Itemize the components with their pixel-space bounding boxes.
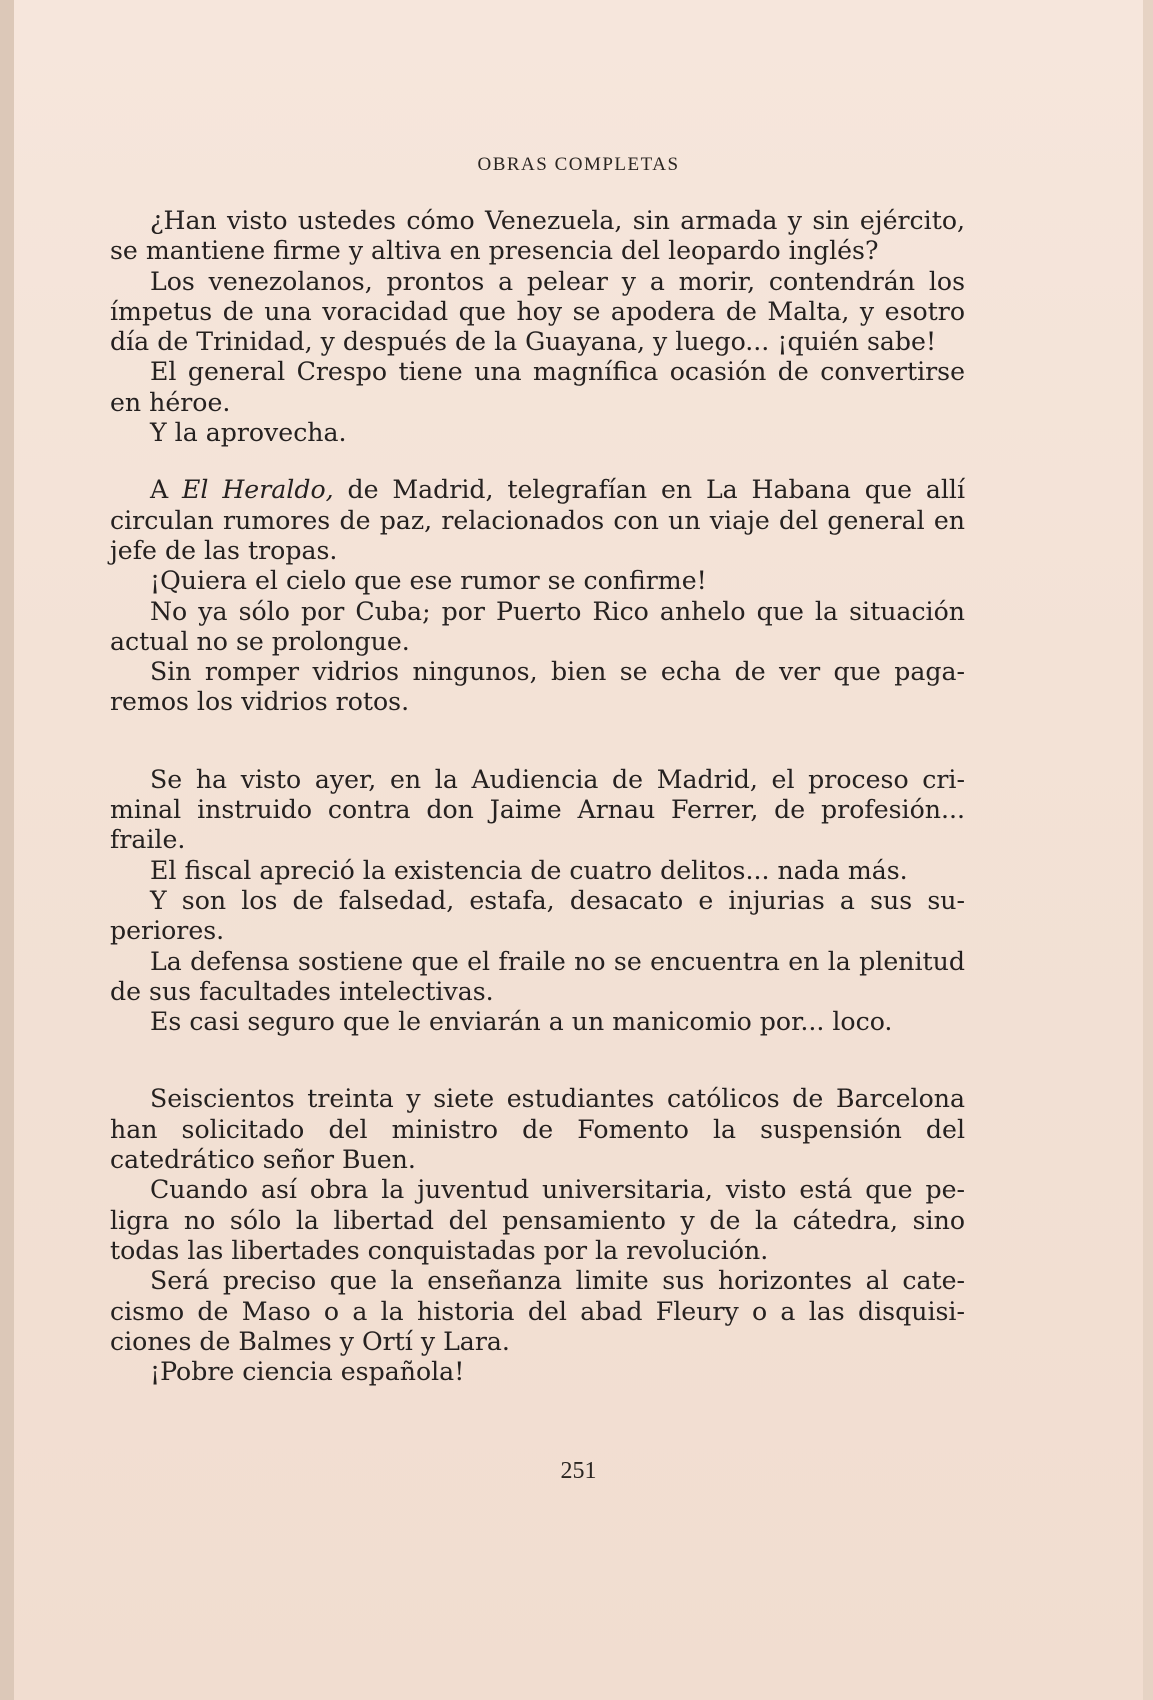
page-number: 251 [560, 1458, 597, 1484]
paragraph: Sin romper vidrios ningunos, bien se echa de ver que pagaremos los vidrios rotos. [110, 657, 965, 717]
paragraph: ¡Pobre ciencia española! [150, 1357, 465, 1387]
paragraph: Y son los de falsedad, estafa, desacato e injurias a sus superiores. [110, 885, 965, 946]
paragraph: Cuando así obra la juventud universitaria, visto está que peligra no sólo la libertad del pensamiento y de la cátedra, sino todas las libertades conquistadas por la revolución. [110, 1175, 965, 1265]
paragraph-text: de Madrid, telegrafían en La Habana que allí circulan rumores de paz, relacionados con un viaje del general en jefe de las tropas. [110, 475, 966, 565]
paragraph-text: A [150, 475, 183, 505]
paragraph: La defensa sostiene que el fraile no se encuentra en la plenitud de sus facultades intelectivas. [110, 946, 965, 1006]
body-text [110, 206, 965, 1387]
running-head: OBRAS COMPLETAS [477, 154, 680, 175]
paragraph [110, 475, 965, 566]
paragraph: ¿Han visto ustedes cómo Venezuela, sin armada y sin ejército, se mantiene firme y altiva en presencia del leopardo inglés? [110, 206, 965, 266]
section-break [110, 448, 965, 475]
section-break [110, 1037, 965, 1084]
paragraph: Será preciso que la enseñanza limite sus horizontes al catecismo de Maso o a la historia del abad Fleury o a las disquisiciones de Balmes y Ortí y Lara. [110, 1266, 965, 1356]
newspaper-title: El Heraldo, [182, 475, 334, 505]
paragraph: Es casi seguro que le enviarán a un manicomio por... loco. [150, 1007, 893, 1037]
paragraph: No ya sólo por Cuba; por Puerto Rico anhelo que la situación actual no se prolongue. [110, 596, 965, 656]
paragraph: El fiscal apreció la existencia de cuatro delitos... nada más. [150, 855, 908, 885]
paragraph: Y la aprovecha. [150, 418, 347, 448]
paragraph: Seiscientos treinta y siete estudiantes católicos de Barcelona han solicitado del ministro de Fomento la suspensión del catedrático señor Buen. [110, 1084, 965, 1175]
section-break [110, 718, 965, 765]
paragraph: ¡Quiera el cielo que ese rumor se confirme! [150, 566, 707, 596]
paragraph: El general Crespo tiene una magnífica ocasión de convertirse en héroe. [110, 357, 965, 417]
paragraph: Se ha visto ayer, en la Audiencia de Madrid, el proceso criminal instruido contra don Jaime Arnau Ferrer, de profesión... fraile. [110, 764, 965, 855]
paragraph: Los venezolanos, prontos a pelear y a morir, contendrán los ímpetus de una voracidad que hoy se apodera de Malta, y esotro día de Trinidad, y después de la Guayana, y luego... ¡quién sabe! [110, 266, 965, 357]
